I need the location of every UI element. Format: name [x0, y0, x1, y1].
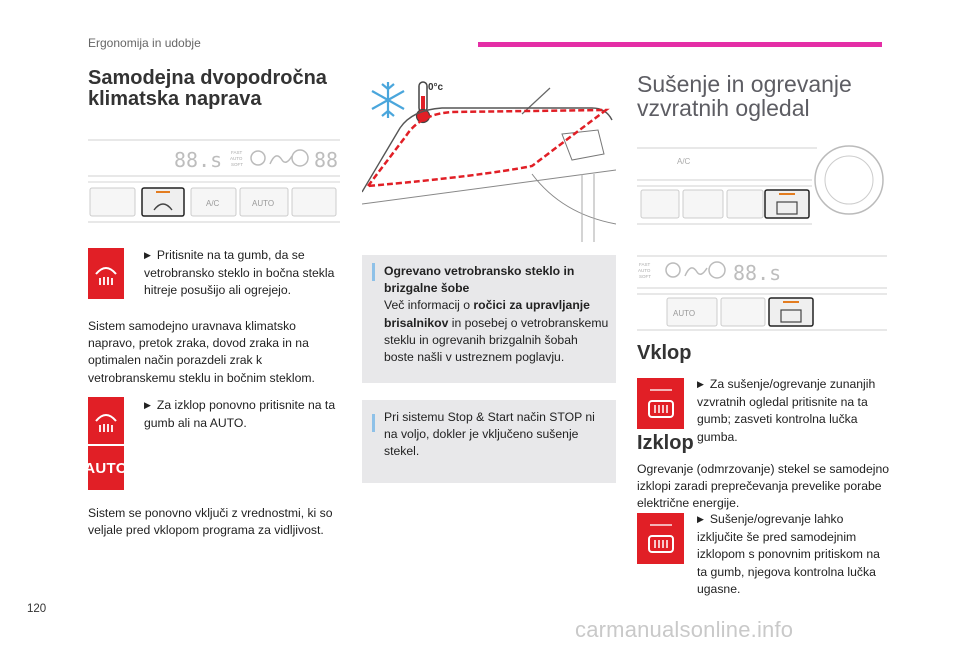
left-para-restore: Sistem se ponovno vključi z vrednostmi, ki so veljale pred vklopom programa za vidljivost.	[88, 506, 333, 538]
step-demist-on	[144, 247, 340, 300]
windscreen-illustration	[362, 74, 616, 242]
bullet-icon: ▶	[697, 379, 704, 389]
watermark: carmanualsonline.info	[575, 617, 794, 642]
panel-display-left: 88.s	[174, 148, 223, 172]
auto-button-label: AUTO	[84, 459, 128, 477]
snowflake-icon	[372, 82, 404, 118]
temperature-label: 0°c	[428, 82, 444, 93]
step-mirror-off-text: Sušenje/ogrevanje lahko izključite še pred samodejnim izklopom s ponovnim pritiskom na ta gumb, njegova kontrolna lučka ugasne.	[697, 512, 880, 596]
fan-icon	[292, 150, 308, 166]
vklop-title: Vklop	[637, 342, 692, 364]
panel-fast-label: FAST	[231, 150, 243, 155]
climate-panel-drawing	[88, 138, 340, 228]
panel1-ac-text: A/C	[677, 157, 691, 166]
windscreen-drawing	[362, 74, 616, 242]
step-demist-off-text: Za izklop ponovno pritisnite na ta gumb ali na AUTO.	[144, 398, 336, 431]
mirror-panel-illustration-1	[637, 142, 887, 232]
panel-auto-small: AUTO	[230, 156, 243, 161]
mirror-panel-drawing-1	[637, 142, 887, 232]
bullet-icon: ▶	[144, 250, 151, 260]
svg-text:AUTO: AUTO	[638, 268, 651, 273]
step-mirror-off	[697, 511, 887, 598]
izklop-paragraph: Ogrevanje (odmrzovanje) stekel se samodejno izklopi zaradi preprečevanja prevelike porabe električne energije.	[637, 462, 889, 511]
izklop-title: Izklop	[637, 432, 694, 454]
info-wipers-pre: Več informacij o	[384, 298, 474, 313]
left-para-auto: Sistem samodejno uravnava klimatsko napravo, pretok zraka, dovod zraka in na optimalen način porazdeli zrak k vetrobranskemu steklu in bočnim steklom.	[88, 319, 315, 385]
info-stop-start-text: Pri sistemu Stop & Start način STOP ni na voljo, dokler je vključeno sušenje stekel.	[384, 410, 595, 459]
recirc-icon	[251, 151, 265, 165]
bullet-icon: ▶	[697, 514, 704, 524]
front-demist-off-icon	[88, 397, 124, 444]
step-demist-on-text: Pritisnite na ta gumb, da se vetrobransko steklo in bočna stekla hitreje posušijo ali ogrejejo.	[144, 248, 335, 298]
climate-panel-illustration	[88, 138, 340, 228]
front-demist-button-icon	[88, 248, 124, 299]
section-label: Ergonomija in udobje	[88, 36, 201, 50]
svg-text:FAST: FAST	[639, 262, 651, 267]
info-wipers-post: in posebej o vetrobranskemu steklu in ogrevanih brizgalnih šobah boste našli v ustreznem poglavju.	[384, 315, 609, 365]
auto-button-icon	[84, 446, 128, 490]
bullet-icon: ▶	[144, 400, 151, 410]
mirror-demist-on-icon	[637, 378, 684, 429]
left-title: Samodejna dvopodročna klimatska naprava	[88, 67, 327, 110]
info-marker	[372, 263, 375, 281]
svg-text:SOFT: SOFT	[639, 274, 651, 279]
panel-auto-text: AUTO	[252, 199, 275, 208]
panel2-auto-text: AUTO	[673, 309, 696, 318]
info-marker	[372, 414, 375, 432]
info-wipers-link: ročici za upravljanje brisalnikov	[384, 298, 590, 330]
panel-ac-text: A/C	[206, 199, 220, 208]
step-demist-off	[144, 397, 340, 432]
panel2-display: 88.s	[733, 261, 782, 285]
section-accent-bar	[478, 42, 882, 47]
panel-soft-label: SOFT	[231, 162, 243, 167]
mirror-panel-illustration-2	[637, 254, 887, 332]
info-box-stop-start	[362, 400, 616, 483]
info-box-wipers	[362, 255, 616, 383]
step-mirror-on	[697, 376, 887, 446]
step-mirror-on-text: Za sušenje/ogrevanje zunanjih vzvratnih ogledal pritisnite na ta gumb; zasveti kontrolna lučka gumba.	[697, 377, 876, 444]
panel-display-right: 88	[314, 148, 339, 172]
info-wipers-title: Ogrevano vetrobransko steklo in brizgalne šobe	[384, 264, 575, 296]
heated-windscreen-outline	[368, 110, 606, 186]
mirror-panel-drawing-2	[637, 254, 887, 332]
right-title: Sušenje in ogrevanje vzvratnih ogledal	[637, 71, 852, 121]
page-number: 120	[27, 603, 47, 615]
mirror-demist-off-icon	[637, 513, 684, 564]
info-wipers-text	[384, 263, 610, 366]
airflow-icon	[270, 156, 292, 164]
